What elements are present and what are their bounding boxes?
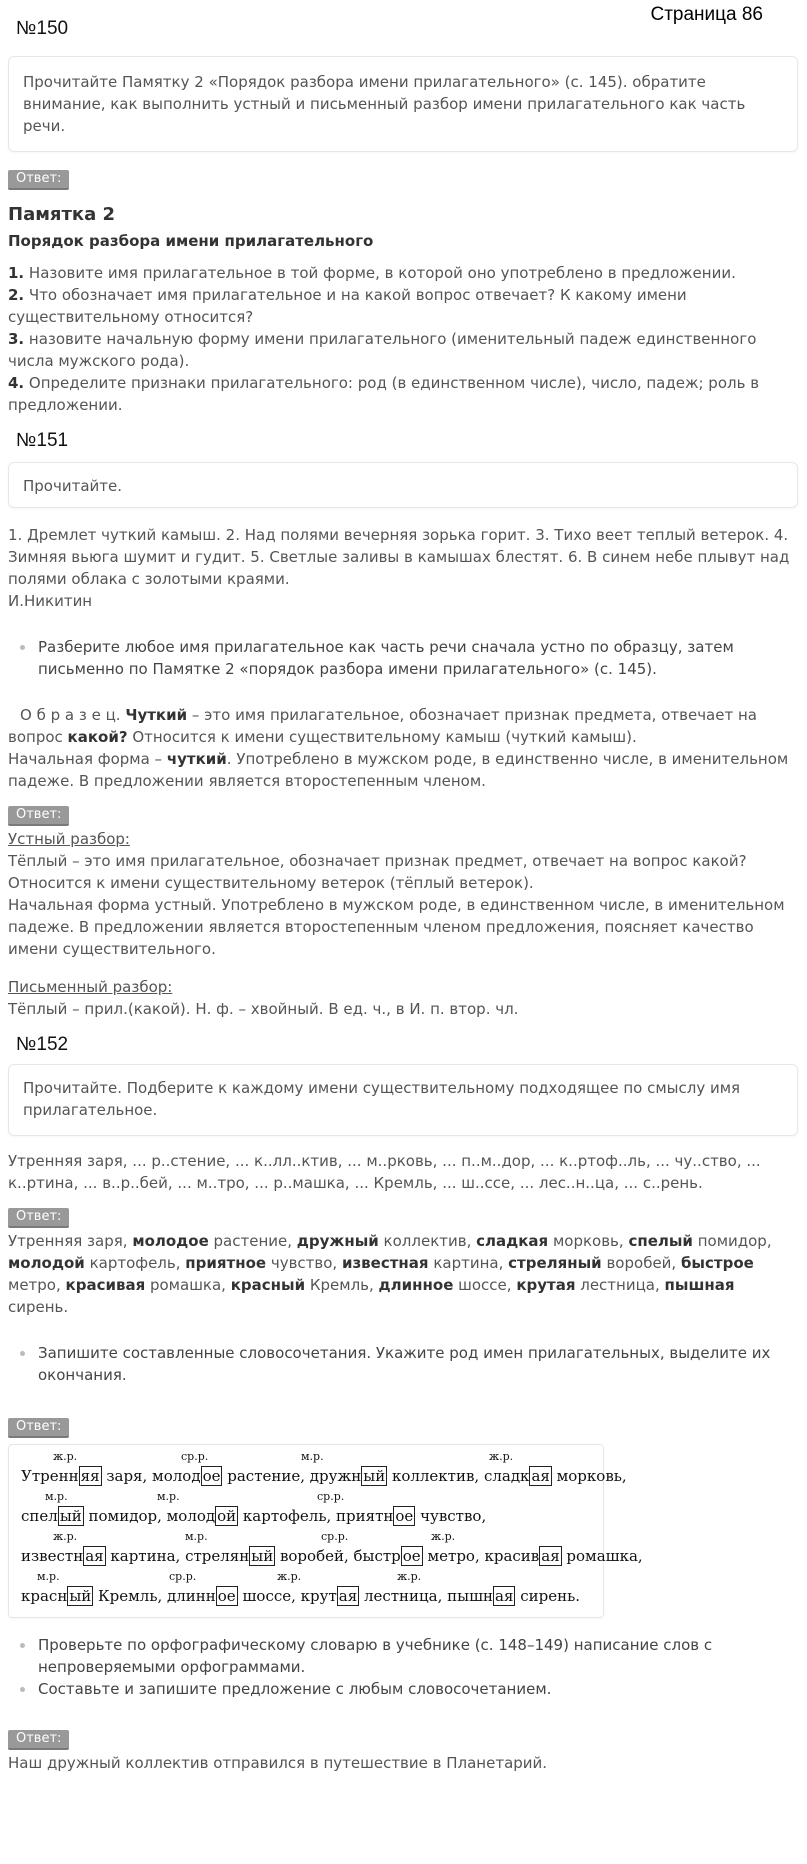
memo-steps [8,262,798,416]
page-label: Страница 86 [650,4,763,25]
memo-step [8,372,798,416]
answer-segment: лестница, [575,1276,665,1294]
bullet-check: Проверьте по орфографическому словарю в учебнике (с. 148–149) написание слов с непроверяемыми орфограммами. [8,1634,798,1678]
answer-segment: картина, [428,1254,509,1272]
oral-text-2: Начальная форма устный. Употреблено в мужском роде, в единственном числе, в именительном падеже. В предложении является второстепенным членом предложения, поясняет качество имени существительного. [8,896,785,958]
memo-step-text: Определите признаки прилагательного: род (в единственном числе), число, падеж; роль в предложении. [8,374,760,414]
memo-step-number: 3. [8,330,25,348]
answer-segment: Утренняя заря, [8,1232,133,1250]
hw-segment: ромашка, [561,1547,643,1565]
task-text-152: Прочитайте. Подберите к каждому имени существительному подходящее по смыслу имя прилагательное. [23,1079,741,1119]
memo-step-number: 4. [8,374,25,392]
poem-text: 1. Дремлет чуткий камыш. 2. Над полями вечерняя зорька горит. 3. Тихо веет теплый ветерок. 4. Зимняя вьюга шумит и гудит. 5. Светлые заливы в камышах блестят. 6. В синем небе плывут над полями облака с золотыми краями. [8,526,790,588]
ending-box: ый [59,1507,82,1525]
answer-segment: сирень. [8,1298,69,1316]
answer-segment: шоссе, [453,1276,517,1294]
hw-segment: красн [21,1587,68,1605]
hw-line [21,1450,627,1491]
hw-segment: картофель, приятн [238,1507,394,1525]
hw-segment: известн [21,1547,84,1565]
memo-step [8,284,798,328]
ending-box: ый [251,1547,274,1565]
hw-line [21,1571,591,1611]
ending-box: ая [495,1587,514,1605]
memo-step-text: назовите начальную форму имени прилагательного (именительный падеж единственного числа мужского рода). [8,330,757,370]
task-text-150: Прочитайте Памятку 2 «Порядок разбора имени прилагательного» (с. 145). обратите внимание, как выполнить устный и письменный разбор имени прилагательного как часть речи. [23,73,746,135]
memo-step [8,328,798,372]
bullet-write: Запишите составленные словосочетания. Укажите род имен прилагательных, выделите их окончания. [8,1342,798,1386]
memo-step-text: Что обозначает имя прилагательное и на какой вопрос отвечает? К какому имени существительному относится? [8,286,687,326]
adjective-word: пышная [664,1276,735,1294]
adjective-word: быстрое [680,1254,754,1272]
hw-text [21,1505,486,1527]
exercise-text: Утренняя заря, ... р..стение, ... к..лл..ктив, ... м..рковь, ... п..м..дор, ... к..ртоф..ль, ... чу..ство, ... к..ртина, ... в..р..бей, ... м..тро, ... р..машка, ... Кремль, ... ш..ссе, ... лес..н..ца, ... с..рень. [8,1152,761,1192]
oral-title: Устный разбор: [8,830,130,848]
adjective-word: сладкая [476,1232,549,1250]
written-text: Тёплый – прил.(какой). Н. ф. – хвойный. В ед. ч., в И. п. втор. чл. [8,1000,519,1018]
hw-segment: воробей, быстр [275,1547,401,1565]
adjective-word: длинное [378,1276,454,1294]
hw-text [21,1585,580,1607]
oral-text-1: Тёплый – это имя прилагательное, обозначает признак предмет, отвечает на вопрос какой? Относится к имени существительному ветерок (тёплый ветерок). [8,852,747,892]
gender-label: м.р. [45,1490,68,1503]
hw-segment: спел [21,1507,58,1525]
task-box-151 [8,462,798,508]
hw-text [21,1545,643,1567]
gender-label: ж.р. [489,1450,514,1463]
gender-label: м.р. [157,1490,180,1503]
hw-segment: заря, молод [101,1467,201,1485]
answer-segment: морковь, [548,1232,629,1250]
content [8,0,798,1774]
gender-label: ж.р. [53,1450,78,1463]
ending-box: яя [80,1467,100,1485]
hw-segment: помидор, молод [83,1507,216,1525]
adjective-word: красный [230,1276,306,1294]
answer-segment: растение, [208,1232,297,1250]
answer-segment: картофель, [84,1254,186,1272]
answer-segment: Кремль, [305,1276,379,1294]
memo-step-number: 2. [8,286,25,304]
adjective-word: спелый [628,1232,693,1250]
gender-label: м.р. [185,1530,208,1543]
hw-segment: метро, красив [422,1547,540,1565]
answer-segment: метро, [8,1276,66,1294]
sample-text-2: Начальная форма – чуткий. Употреблено в мужском роде, в единственно числе, в именительном падеже. В предложении является второстепенным членом. [8,750,789,790]
task-box-152 [8,1064,798,1136]
gender-label: ж.р. [277,1570,302,1583]
poem-author: И.Никитин [8,592,93,610]
hw-segment: морковь, [551,1467,627,1485]
ending-box: ая [85,1547,104,1565]
gender-label: м.р. [301,1450,324,1463]
ending-box: ый [363,1467,386,1485]
ending-box: ое [202,1467,221,1485]
memo-title: Памятка 2 [8,204,116,225]
ending-box: ый [69,1587,92,1605]
task-number-151: №151 [16,430,69,451]
answer-segment: помидор, [692,1232,772,1250]
hw-segment: растение, дружн [222,1467,362,1485]
ending-box: ое [402,1547,421,1565]
memo-step-text: Назовите имя прилагательное в той форме, в которой оно употреблено в предложении. [24,264,736,282]
hw-line [21,1491,591,1531]
adjective-word: стреляный [508,1254,602,1272]
ending-box: ой [217,1507,237,1525]
ending-box: ая [531,1467,550,1485]
hw-segment: картина, стрелян [105,1547,250,1565]
written-title: Письменный разбор: [8,978,173,996]
bullet-analyze: Разберите любое имя прилагательное как часть речи сначала устно по образцу, затем письменно по Памятке 2 «порядок разбора имени прилагательного» (с. 145). [8,636,798,680]
hw-segment: Утренн [21,1467,79,1485]
gender-label: м.р. [37,1570,60,1583]
ending-box: ая [338,1587,358,1605]
adjective-word: приятное [185,1254,267,1272]
gender-label: ж.р. [431,1530,456,1543]
task-number-150: №150 [16,18,69,39]
gender-label: ж.р. [397,1570,422,1583]
ending-box: ое [395,1507,414,1525]
handwritten-answer [8,1444,643,1618]
adjective-word: дружный [296,1232,379,1250]
bullet-compose: Составьте и запишите предложение с любым словосочетанием. [8,1678,798,1700]
adjective-word: молодой [8,1254,85,1272]
answer-badge-150: Ответ: [8,170,69,190]
answer-segment: воробей, [601,1254,681,1272]
adjective-word: крутая [516,1276,576,1294]
task-text-151: Прочитайте. [23,477,123,495]
gender-label: ср.р. [181,1450,209,1463]
hw-segment: коллектив, сладк [387,1467,530,1485]
hw-segment: Кремль, длинн [93,1587,216,1605]
hw-segment: сирень. [515,1587,581,1605]
answer-badge-152: Ответ: [8,1208,69,1228]
ending-box: ое [217,1587,236,1605]
adjective-word: известная [341,1254,429,1272]
answer-segment: ромашка, [145,1276,231,1294]
task-box-150 [8,56,798,152]
memo-step [8,262,798,284]
answer-badge-152c: Ответ: [8,1730,69,1750]
gender-label: ср.р. [169,1570,197,1583]
answer-badge-152b: Ответ: [8,1418,69,1438]
final-sentence: Наш дружный коллектив отправился в путешествие в Планетарий. [8,1754,548,1772]
ending-box: ая [541,1547,560,1565]
hw-text [21,1465,627,1487]
adjective-word: красивая [65,1276,146,1294]
answer-segment: коллектив, [378,1232,477,1250]
answer-segment: чувство, [266,1254,342,1272]
task-number-152: №152 [16,1034,69,1055]
gender-label: ж.р. [53,1530,78,1543]
gender-label: ср.р. [321,1530,349,1543]
adjective-word: молодое [132,1232,209,1250]
answer-text-152 [8,1230,798,1318]
hw-segment: чувство, [415,1507,487,1525]
answer-badge-151: Ответ: [8,806,69,826]
hw-line [21,1530,643,1571]
gender-label: ср.р. [317,1490,345,1503]
hw-segment: шоссе, крут [237,1587,337,1605]
memo-subtitle: Порядок разбора имени прилагательного [8,232,374,250]
memo-step-number: 1. [8,264,25,282]
hw-segment: лестница, пышн [359,1587,494,1605]
sample-text: О б р а з е ц. Чуткий – это имя прилагательное, обозначает признак предмета, отвечает на вопрос какой? Относится к имени существительному камыш (чуткий камыш). [8,706,757,746]
